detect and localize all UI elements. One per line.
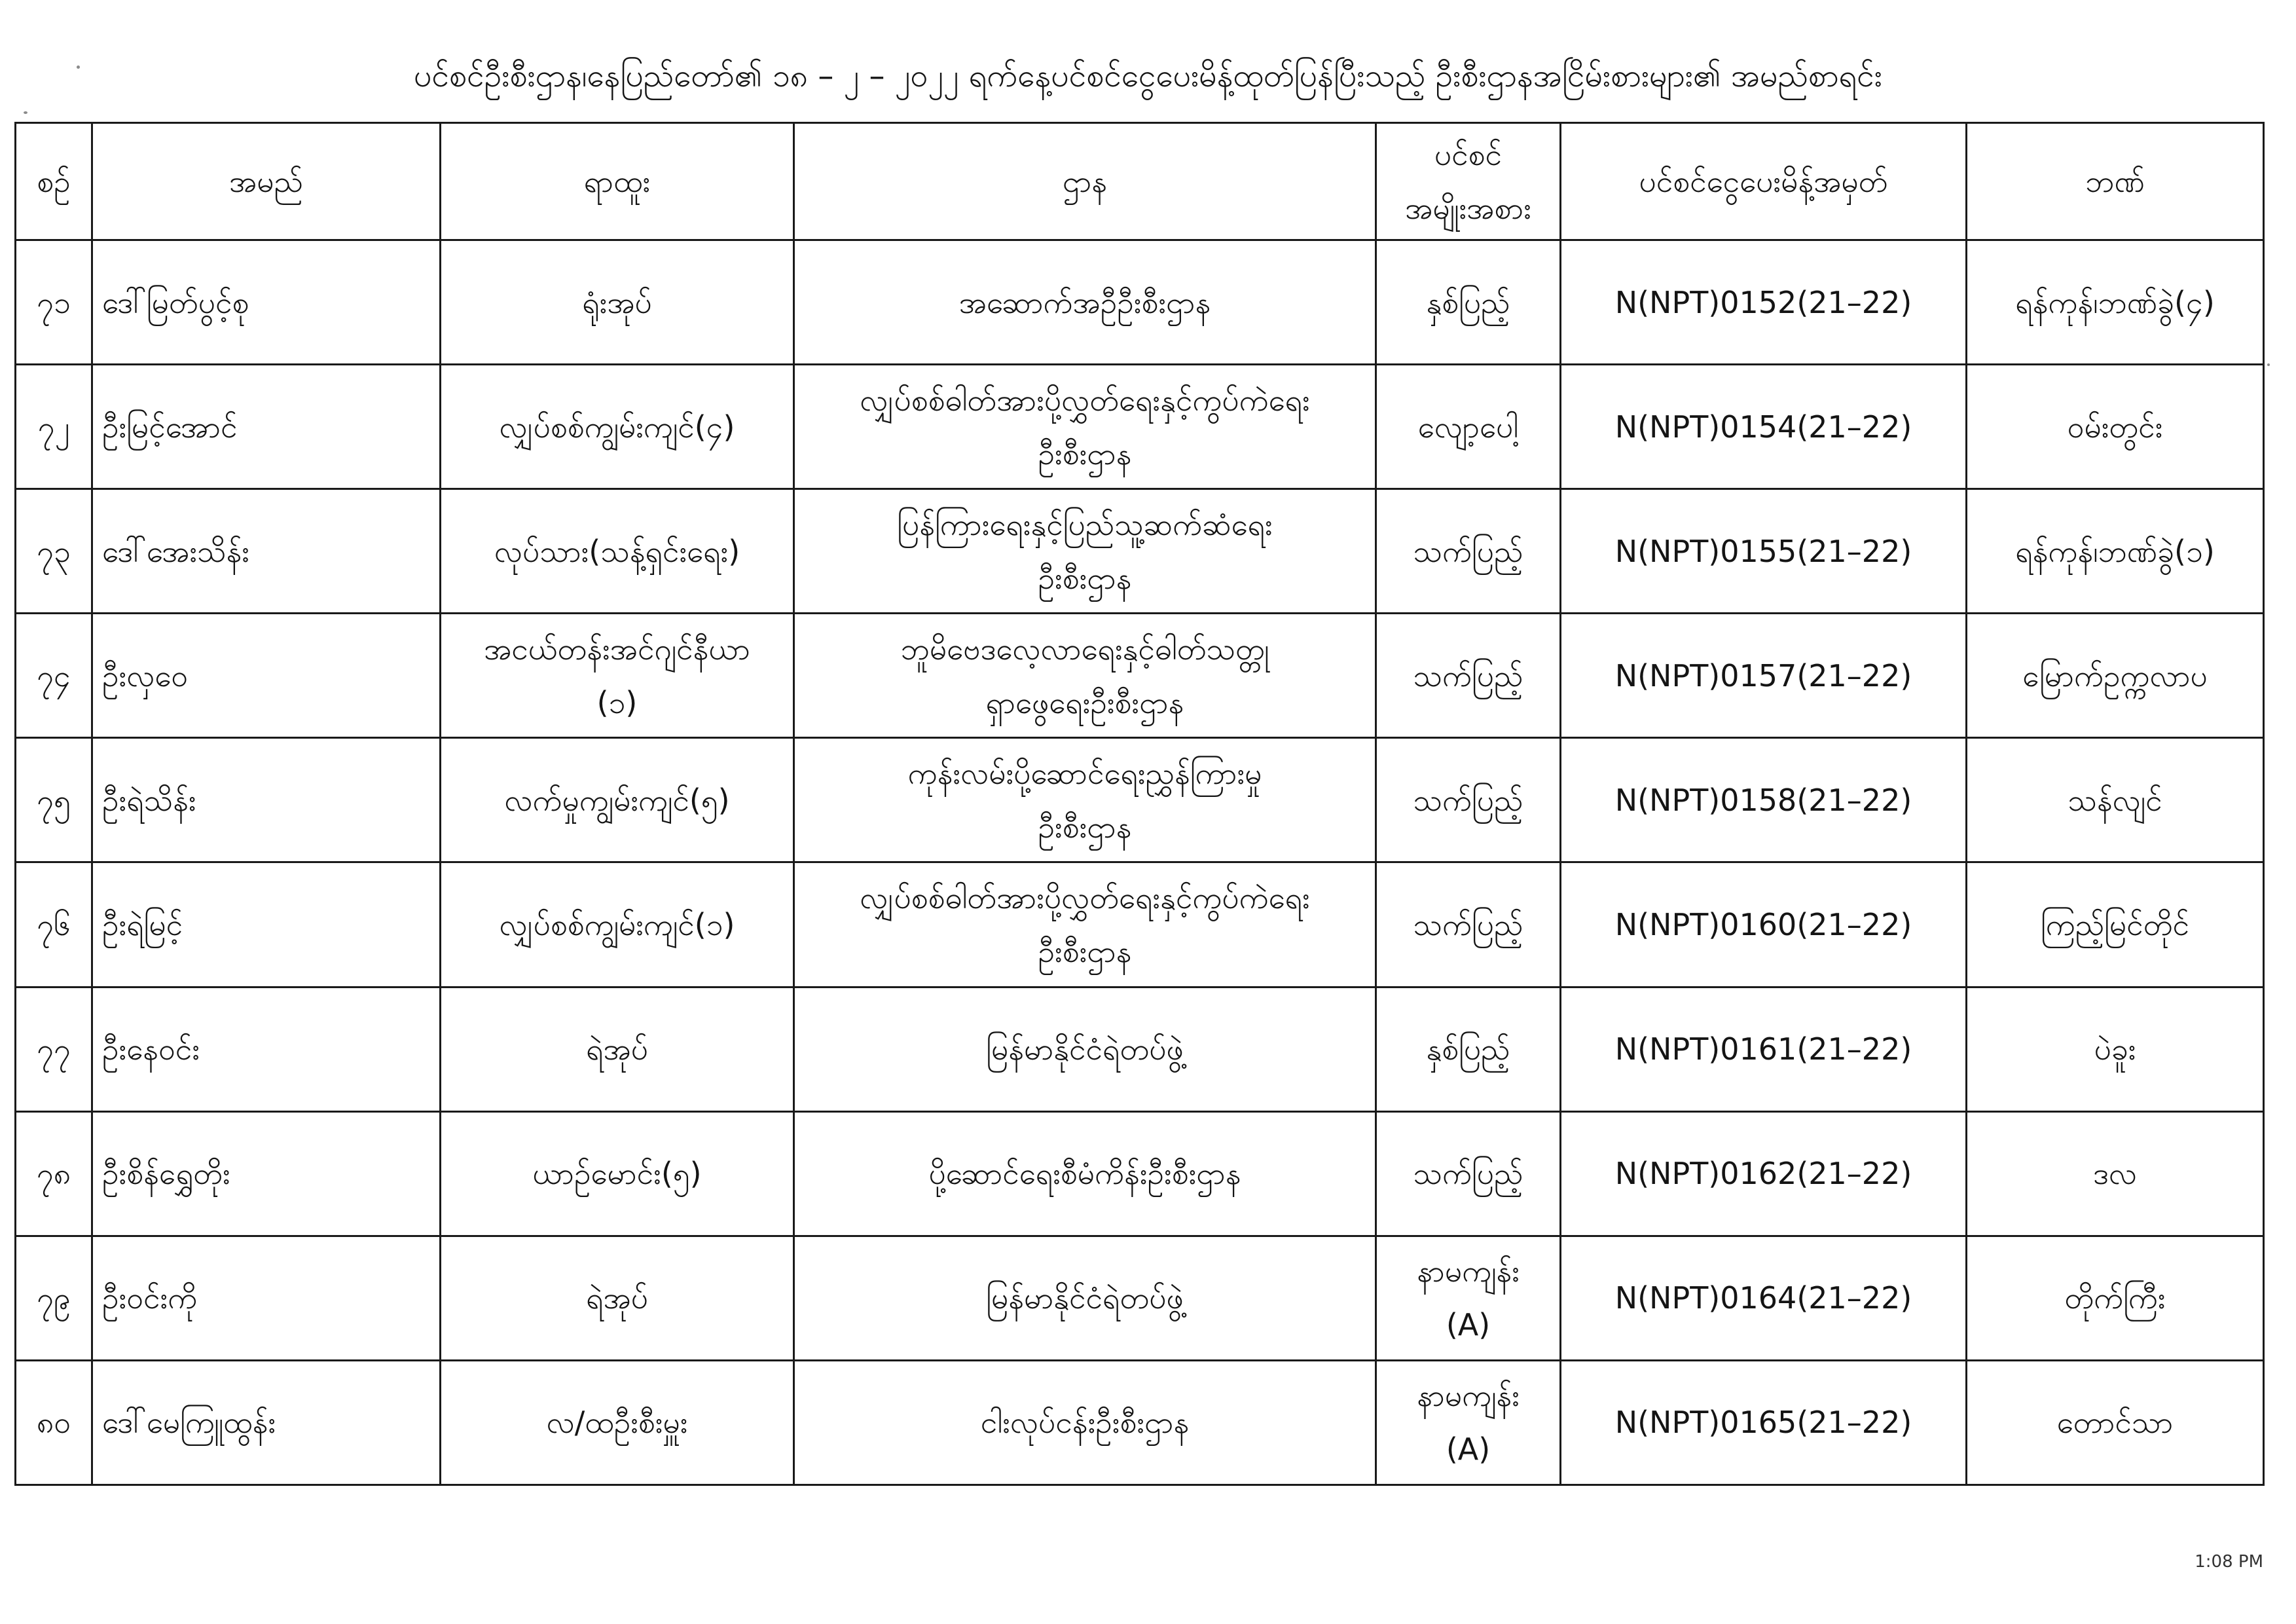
cell-pension-order-number: N(NPT)0152(21–22) [1561, 240, 1967, 365]
page-title: ပင်စင်ဦးစီးဌာန၊နေပြည်တော်၏ ၁၈ – ၂ – ၂၀၂၂ ရက်နေ့ပင်စင်ငွေပေးမိန့်ထုတ်ပြန်ပြီးသည့် ဦးစီးဌာနအငြိမ်းစားများ၏ အမည်စာရင်း [414, 58, 1882, 94]
header-serial-number: စဉ် [16, 123, 92, 240]
cell-name: ဒေါ်မြတ်ပွင့်စု [92, 240, 441, 365]
cell-department-line: ဦးစီးဌာန [1038, 560, 1132, 596]
cell-serial-number: ၇၂ [16, 365, 92, 489]
cell-serial-number: ၇၈ [16, 1111, 92, 1236]
cell-department [794, 738, 1376, 862]
cell-name: ဦးလှဝေ [92, 614, 441, 738]
cell-department-line: မြန်မာနိုင်ငံရဲတပ်ဖွဲ့ [986, 1031, 1184, 1067]
cell-bank: သန်လျင် [1967, 738, 2264, 862]
table-row [16, 987, 2264, 1111]
cell-pension-type-line: နှစ်ပြည့် [1426, 284, 1510, 320]
cell-pension-order-number: N(NPT)0155(21–22) [1561, 489, 1967, 614]
cell-department-line: လျှပ်စစ်ဓါတ်အားပို့လွှတ်ရေးနှင့်ကွပ်ကဲရေး [860, 880, 1310, 916]
cell-name: ဒေါ်မေကြူထွန်း [92, 1360, 441, 1485]
cell-pension-type-line: သက်ပြည့် [1413, 657, 1523, 693]
cell-pension-type [1376, 240, 1561, 365]
cell-serial-number: ၇၃ [16, 489, 92, 614]
cell-department [794, 489, 1376, 614]
cell-serial-number: ၇၁ [16, 240, 92, 365]
cell-rank [441, 365, 794, 489]
cell-pension-type [1376, 365, 1561, 489]
cell-bank: တိုက်ကြီး [1967, 1236, 2264, 1360]
cell-rank [441, 1111, 794, 1236]
cell-pension-order-number: N(NPT)0162(21–22) [1561, 1111, 1967, 1236]
cell-pension-type [1376, 1360, 1561, 1485]
header-pension-type-line2: အမျိုးအစား [1405, 191, 1531, 226]
table-body [16, 240, 2264, 1485]
cell-department-line: အဆောက်အဦဦးစီးဌာန [958, 284, 1211, 320]
cell-rank-line: ရဲအုပ် [586, 1280, 648, 1316]
cell-department [794, 987, 1376, 1111]
cell-department [794, 1111, 1376, 1236]
cell-serial-number: ၇၅ [16, 738, 92, 862]
cell-name: ဦးစိန်ရွှေတိုး [92, 1111, 441, 1236]
table-row [16, 1111, 2264, 1236]
table-row [16, 614, 2264, 738]
cell-pension-order-number: N(NPT)0165(21–22) [1561, 1360, 1967, 1485]
cell-pension-order-number: N(NPT)0160(21–22) [1561, 862, 1967, 987]
cell-pension-type [1376, 738, 1561, 862]
cell-pension-type-line: (A) [1446, 1307, 1491, 1343]
header-rank: ရာထူး [441, 123, 794, 240]
scan-speck [77, 65, 80, 69]
header-row [16, 123, 2264, 240]
cell-name: ဦးရဲသိန်း [92, 738, 441, 862]
cell-department [794, 365, 1376, 489]
cell-pension-order-number: N(NPT)0154(21–22) [1561, 365, 1967, 489]
header-department: ဌာန [794, 123, 1376, 240]
cell-rank [441, 614, 794, 738]
cell-department-line: မြန်မာနိုင်ငံရဲတပ်ဖွဲ့ [986, 1280, 1184, 1316]
table-row [16, 365, 2264, 489]
header-bank: ဘဏ် [1967, 123, 2264, 240]
pension-roster-table [14, 122, 2265, 1486]
cell-pension-type [1376, 1236, 1561, 1360]
cell-pension-order-number: N(NPT)0164(21–22) [1561, 1236, 1967, 1360]
table-row [16, 862, 2264, 987]
cell-rank-line: ရုံးအုပ် [582, 284, 652, 320]
cell-department-line: ရှာဖွေရေးဦးစီးဌာန [985, 684, 1184, 720]
cell-bank: ကြည့်မြင်တိုင် [1967, 862, 2264, 987]
cell-department [794, 1360, 1376, 1485]
cell-pension-type [1376, 1111, 1561, 1236]
cell-pension-order-number: N(NPT)0161(21–22) [1561, 987, 1967, 1111]
cell-department-line: ဘူမိဗေဒလေ့လာရေးနှင့်ဓါတ်သတ္တု [900, 631, 1269, 667]
cell-rank [441, 1236, 794, 1360]
cell-rank [441, 1360, 794, 1485]
cell-rank-line: ယာဉ်မောင်း(၅) [532, 1156, 702, 1192]
cell-bank: ဒလ [1967, 1111, 2264, 1236]
cell-pension-type-line: သက်ပြည့် [1413, 533, 1523, 569]
cell-name: ဦးဝင်းကို [92, 1236, 441, 1360]
cell-rank-line: လက်မှုကျွမ်းကျင်(၅) [504, 782, 730, 818]
cell-department-line: ပို့ဆောင်ရေးစီမံကိန်းဦးစီးဌာန [928, 1156, 1241, 1192]
cell-name: ဦးနေဝင်း [92, 987, 441, 1111]
cell-rank [441, 240, 794, 365]
header-pension-order-number: ပင်စင်ငွေပေးမိန့်အမှတ် [1561, 123, 1967, 240]
cell-pension-type-line: နာမကျန်း [1417, 1253, 1520, 1289]
print-timestamp: 1:08 PM [2195, 1552, 2263, 1572]
table-row [16, 738, 2264, 862]
cell-bank: ရန်ကုန်၊ဘဏ်ခွဲ(၁) [1967, 489, 2264, 614]
table-row [16, 1236, 2264, 1360]
cell-rank [441, 987, 794, 1111]
cell-serial-number: ၇၆ [16, 862, 92, 987]
cell-rank [441, 738, 794, 862]
cell-rank [441, 489, 794, 614]
header-pension-type [1376, 123, 1561, 240]
header-name: အမည် [92, 123, 441, 240]
cell-pension-order-number: N(NPT)0157(21–22) [1561, 614, 1967, 738]
cell-bank: မြောက်ဥက္ကလာပ [1967, 614, 2264, 738]
cell-department-line: ပြန်ကြားရေးနှင့်ပြည်သူ့ဆက်ဆံရေး [897, 506, 1273, 542]
header-pension-type-line1: ပင်စင် [1434, 137, 1503, 172]
cell-rank-line: လ/ထဦးစီးမှူး [546, 1405, 688, 1441]
cell-pension-type-line: နာမကျန်း [1417, 1378, 1520, 1414]
cell-pension-type-line: သက်ပြည့် [1413, 907, 1523, 943]
cell-pension-type [1376, 862, 1561, 987]
cell-department [794, 240, 1376, 365]
cell-department-line: လျှပ်စစ်ဓါတ်အားပို့လွှတ်ရေးနှင့်ကွပ်ကဲရေး [860, 382, 1310, 418]
cell-bank: ဝမ်းတွင်း [1967, 365, 2264, 489]
cell-bank: တောင်သာ [1967, 1360, 2264, 1485]
cell-rank-line: လုပ်သား(သန့်ရှင်းရေး) [494, 533, 740, 569]
cell-name: ဦးရဲမြင့် [92, 862, 441, 987]
cell-pension-type-line: နှစ်ပြည့် [1426, 1031, 1510, 1067]
cell-pension-order-number: N(NPT)0158(21–22) [1561, 738, 1967, 862]
cell-department-line: ကုန်းလမ်းပို့ဆောင်ရေးညွှန်ကြားမှု [907, 755, 1262, 791]
scan-speck [2267, 363, 2270, 366]
cell-department [794, 1236, 1376, 1360]
cell-serial-number: ၇၇ [16, 987, 92, 1111]
table-row [16, 489, 2264, 614]
cell-pension-type [1376, 489, 1561, 614]
cell-rank-line: (၁) [596, 684, 638, 720]
cell-serial-number: ၇၉ [16, 1236, 92, 1360]
cell-pension-type-line: သက်ပြည့် [1413, 1156, 1523, 1192]
scan-speck [24, 111, 27, 114]
cell-pension-type-line: လျော့ပေါ့ [1417, 409, 1519, 445]
cell-bank: ပဲခူး [1967, 987, 2264, 1111]
table-row [16, 1360, 2264, 1485]
cell-department-line: ဦးစီးဌာန [1038, 934, 1132, 970]
cell-rank [441, 862, 794, 987]
cell-department [794, 614, 1376, 738]
cell-rank-line: လျှပ်စစ်ကျွမ်းကျင်(၄) [499, 409, 735, 445]
table-row [16, 240, 2264, 365]
cell-serial-number: ၈၀ [16, 1360, 92, 1485]
cell-pension-type-line: သက်ပြည့် [1413, 782, 1523, 818]
cell-pension-type [1376, 614, 1561, 738]
cell-serial-number: ၇၄ [16, 614, 92, 738]
cell-rank-line: ရဲအုပ် [586, 1031, 648, 1067]
cell-department-line: ငါးလုပ်ငန်းဦးစီးဌာန [980, 1405, 1190, 1441]
cell-name: ဒေါ်အေးသိန်း [92, 489, 441, 614]
cell-pension-type [1376, 987, 1561, 1111]
cell-bank: ရန်ကုန်၊ဘဏ်ခွဲ(၄) [1967, 240, 2264, 365]
cell-department [794, 862, 1376, 987]
cell-department-line: ဦးစီးဌာန [1038, 809, 1132, 845]
cell-name: ဦးမြင့်အောင် [92, 365, 441, 489]
cell-pension-type-line: (A) [1446, 1431, 1491, 1467]
cell-department-line: ဦးစီးဌာန [1038, 435, 1132, 471]
cell-rank-line: လျှပ်စစ်ကျွမ်းကျင်(၁) [499, 907, 735, 943]
cell-rank-line: အငယ်တန်းအင်ဂျင်နီယာ [484, 631, 750, 667]
